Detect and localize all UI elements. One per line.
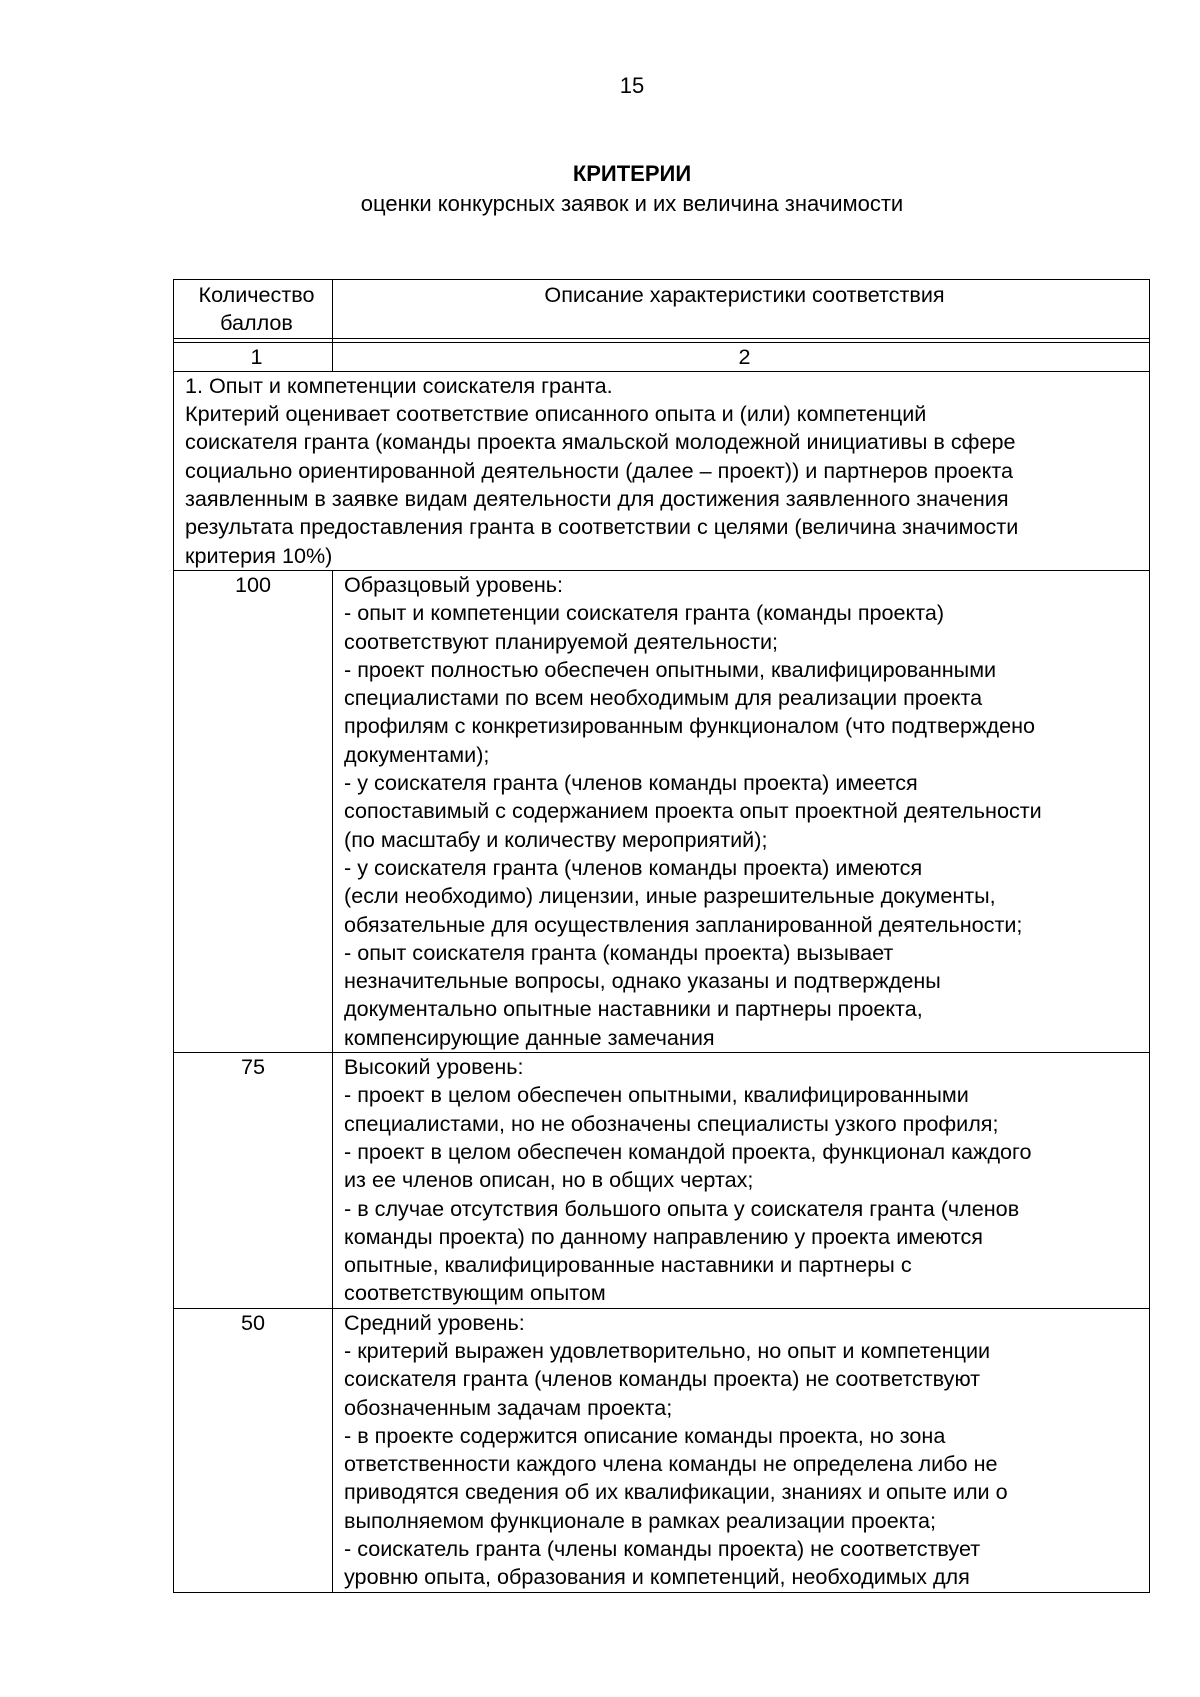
criterion-line: социально ориентированной деятельности (далее – проект)) и партнеров проекта: [185, 457, 1013, 483]
criterion-line: критерия 10%): [185, 542, 333, 568]
score-description: [333, 1308, 1150, 1592]
description-line: - в случае отсутствия большого опыта у соискателя гранта (членов: [344, 1195, 1020, 1221]
criterion-line: заявленным в заявке видам деятельности для достижения заявленного значения: [185, 486, 1009, 512]
criteria-table: [173, 279, 1150, 1593]
header-description: [333, 280, 1150, 339]
criterion-line: результата предоставления гранта в соответствии с целями (величина значимости: [185, 514, 1019, 540]
description-line: профилям с конкретизированным функционалом (что подтверждено: [344, 713, 1036, 739]
description-line: из ее членов описан, но в общих чертах;: [344, 1167, 754, 1193]
score-row: [174, 1308, 1150, 1592]
description-line: обозначенным задачам проекта;: [344, 1394, 673, 1420]
description-line: сопоставимый с содержанием проекта опыт проектной деятельности: [344, 798, 1042, 824]
description-line: Средний уровень:: [344, 1309, 525, 1335]
description-line: - у соискателя гранта (членов команды проекта) имеется: [344, 770, 918, 796]
description-line: - в проекте содержится описание команды проекта, но зона: [344, 1422, 946, 1448]
description-line: документально опытные наставники и партнеры проекта,: [344, 996, 923, 1022]
description-line: уровню опыта, образования и компетенций, необходимых для: [344, 1564, 970, 1590]
description-line: специалистами по всем необходимым для реализации проекта: [344, 685, 983, 711]
description-line: команды проекта) по данному направлению у проекта имеются: [344, 1223, 983, 1249]
score-description: [333, 570, 1150, 1052]
description-line: соискателя гранта (членов команды проекта) не соответствуют: [344, 1366, 981, 1392]
description-line: выполняемом функционале в рамках реализации проекта;: [344, 1507, 937, 1533]
header-score-line: Количество: [198, 282, 315, 307]
title-block: [0, 159, 1200, 219]
description-line: (по масштабу и количеству мероприятий);: [344, 826, 768, 852]
score-row: [174, 570, 1150, 1052]
description-line: - у соискателя гранта (членов команды проекта) имеются: [344, 854, 923, 880]
criterion-line: Критерий оценивает соответствие описанного опыта и (или) компетенций: [185, 401, 927, 427]
description-line: компенсирующие данные замечания: [344, 1024, 715, 1050]
description-line: Образцовый уровень:: [344, 571, 564, 597]
header-row: [174, 280, 1150, 339]
description-line: - опыт соискателя гранта (команды проекта) вызывает: [344, 939, 894, 965]
criterion-line: соискателя гранта (команды проекта ямальской молодежной инициативы в сфере: [185, 429, 1016, 455]
description-line: (если необходимо) лицензии, иные разрешительные документы,: [344, 883, 996, 909]
criterion-line: 1. Опыт и компетенции соискателя гранта.: [185, 372, 613, 398]
description-line: документами);: [344, 741, 490, 767]
column-number-1: 1: [174, 342, 333, 371]
document-subtitle: оценки конкурсных заявок и их величина значимости: [360, 191, 904, 216]
description-line: - проект в целом обеспечен опытными, квалифицированными: [344, 1082, 969, 1108]
header-score: [174, 280, 333, 339]
description-line: соответствующим опытом: [344, 1280, 606, 1306]
description-line: специалистами, но не обозначены специалисты узкого профиля;: [344, 1110, 999, 1136]
description-line: - опыт и компетенции соискателя гранта (команды проекта): [344, 600, 945, 626]
description-line: приводятся сведения об их квалификации, знаниях и опыте или о: [344, 1479, 1008, 1505]
description-line: - проект полностью обеспечен опытными, квалифицированными: [344, 656, 997, 682]
score-value: 75: [174, 1053, 333, 1309]
header-score-line: баллов: [220, 310, 293, 336]
description-line: обязательные для осуществления запланированной деятельности;: [344, 911, 1023, 937]
description-line: - соискатель гранта (члены команды проекта) не соответствует: [344, 1536, 981, 1562]
criterion-description: [174, 371, 1150, 570]
criterion-row: [174, 371, 1150, 570]
description-line: опытные, квалифицированные наставники и партнеры с: [344, 1252, 912, 1278]
score-row: [174, 1053, 1150, 1309]
description-line: - проект в целом обеспечен командой проекта, функционал каждого: [344, 1138, 1032, 1164]
score-rows: [174, 570, 1150, 1592]
description-line: незначительные вопросы, однако указаны и подтверждены: [344, 968, 941, 994]
description-line: Высокий уровень:: [344, 1054, 524, 1080]
document-title: КРИТЕРИИ: [572, 161, 692, 186]
score-value: 100: [174, 570, 333, 1052]
description-line: соответствуют планируемой деятельности;: [344, 628, 779, 654]
score-value: 50: [174, 1308, 333, 1592]
column-number-row: [174, 342, 1150, 371]
header-description-text: Описание характеристики соответствия: [544, 282, 945, 307]
description-line: ответственности каждого члена команды не определена либо не: [344, 1451, 998, 1477]
page-number: 15: [619, 73, 645, 98]
column-number-2: 2: [333, 342, 1150, 371]
description-line: - критерий выражен удовлетворительно, но опыт и компетенции: [344, 1337, 991, 1363]
score-description: [333, 1053, 1150, 1309]
